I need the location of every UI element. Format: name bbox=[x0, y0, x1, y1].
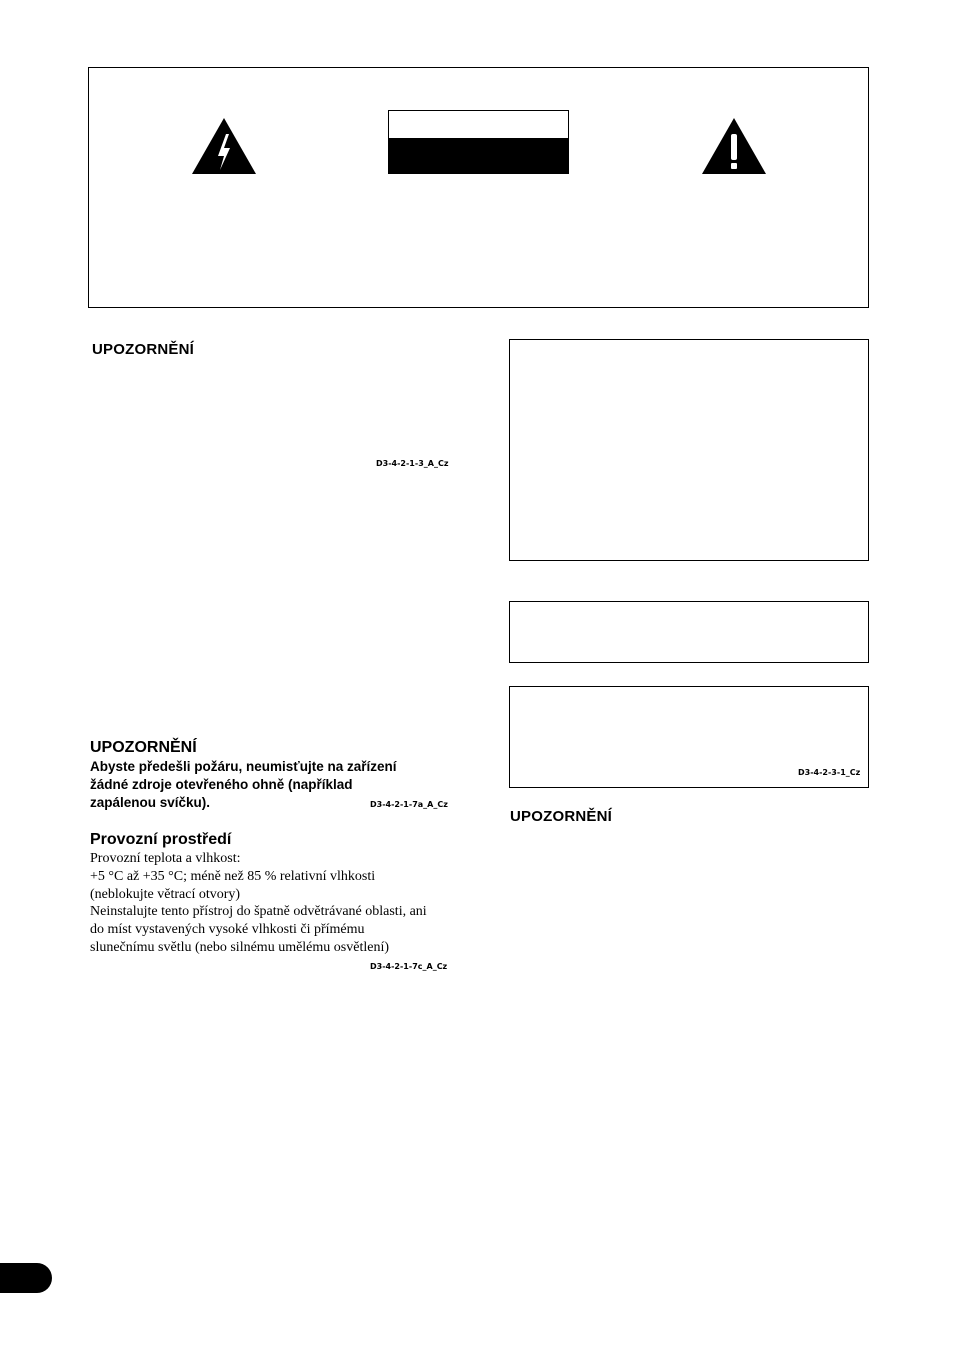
lightning-bolt-warning-icon bbox=[190, 116, 258, 176]
right-box-3-code: D3-4-2-3-1_Cz bbox=[798, 768, 861, 777]
caution-3-title: UPOZORNĚNÍ bbox=[510, 808, 613, 825]
right-box-3 bbox=[509, 686, 869, 788]
caution-2-line-1: Abyste předešli požáru, neumisťujte na zařízení bbox=[90, 759, 397, 774]
environment-text bbox=[90, 850, 470, 957]
page-tab bbox=[0, 1263, 52, 1293]
caution-2-code: D3-4-2-1-7a_A_Cz bbox=[370, 800, 448, 809]
caution-2-title: UPOZORNĚNÍ bbox=[90, 739, 197, 756]
environment-line-1: Provozní teplota a vlhkost: bbox=[90, 851, 241, 866]
environment-line-3: (neblokujte větrací otvory) bbox=[90, 886, 241, 902]
caution-label-black-band bbox=[389, 138, 568, 173]
caution-2-line-3: zapálenou svíčku). bbox=[90, 795, 211, 810]
environment-code: D3-4-2-1-7c_A_Cz bbox=[370, 962, 448, 971]
environment-line-5: do míst vystavených vysoké vlhkosti či přímému bbox=[90, 922, 365, 938]
environment-line-6: slunečnímu světlu (nebo silnému umělému osvětlení) bbox=[90, 939, 389, 955]
caution-label-block bbox=[388, 110, 569, 174]
environment-line-2: +5 °C až +35 °C; méně než 85 % relativní vlhkosti bbox=[90, 868, 376, 884]
environment-line-4: Neinstalujte tento přístroj do špatně odvětrávané oblasti, ani bbox=[90, 904, 427, 920]
caution-1-code: D3-4-2-1-3_A_Cz bbox=[376, 459, 449, 468]
caution-label-white-band bbox=[389, 111, 568, 138]
exclamation-warning-icon bbox=[700, 116, 768, 176]
environment-title: Provozní prostředí bbox=[90, 831, 232, 848]
right-box-1 bbox=[509, 339, 869, 561]
caution-2-line-2: žádné zdroje otevřeného ohně (například bbox=[90, 777, 353, 792]
caution-1-title: UPOZORNĚNÍ bbox=[92, 341, 195, 358]
right-box-2 bbox=[509, 601, 869, 663]
warning-symbols-box bbox=[88, 67, 869, 308]
